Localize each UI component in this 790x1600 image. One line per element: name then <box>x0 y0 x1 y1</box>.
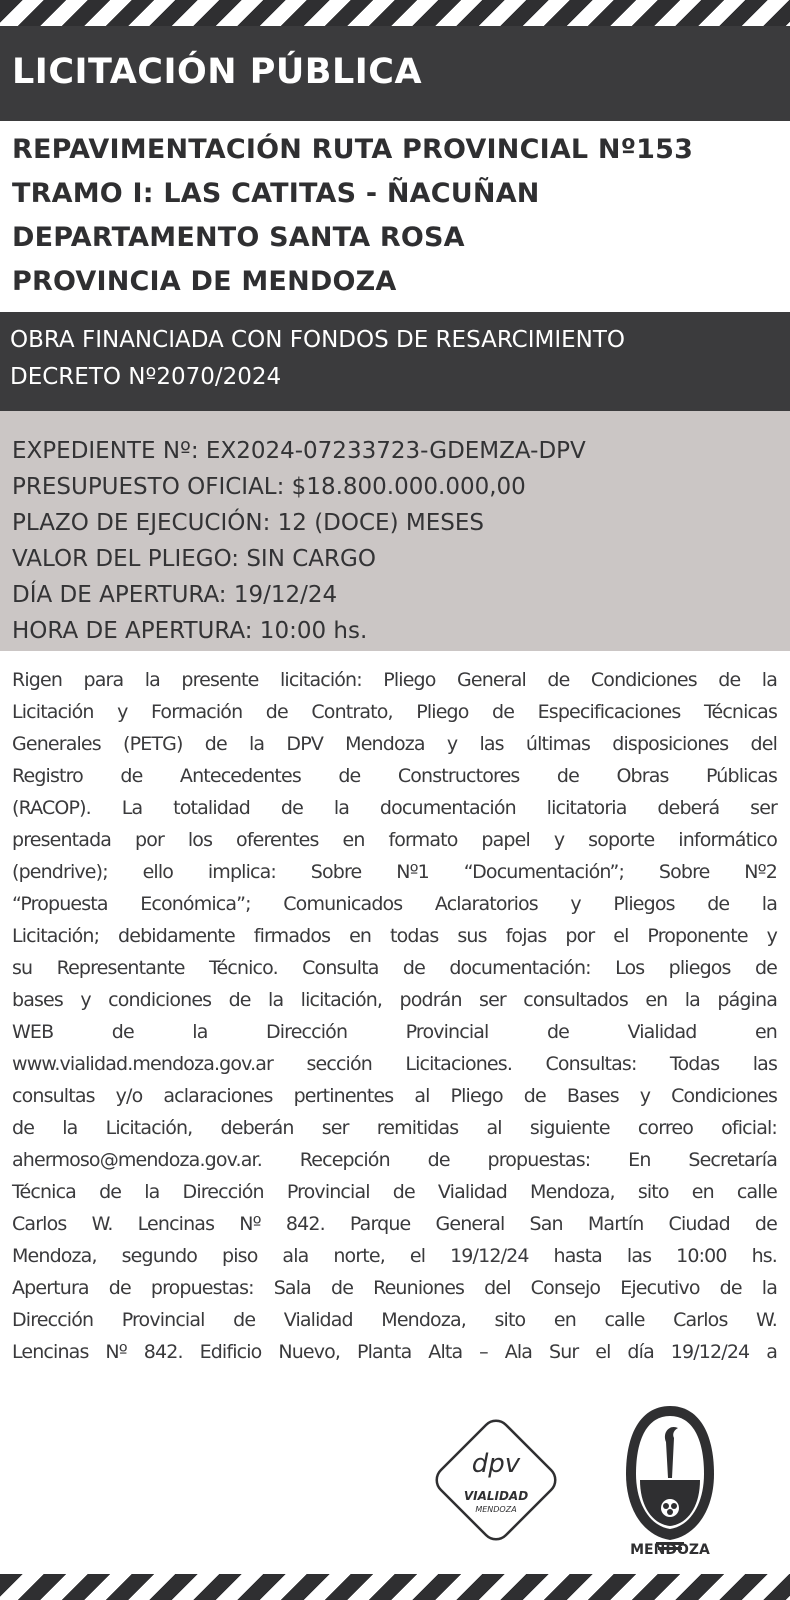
body-line: su Representante Técnico. Consulta de documentación: Los pliegos de <box>12 957 777 979</box>
body-line: Lencinas Nº 842. Edificio Nuevo, Planta Alta – Ala Sur el día 19/12/24 a <box>12 1341 777 1363</box>
top-hazard-stripes <box>0 0 790 26</box>
body-line: presentada por los oferentes en formato papel y soporte informático <box>12 829 777 851</box>
expediente-number: EXPEDIENTE Nº: EX2024-07233723-GDEMZA-DPV <box>12 438 586 464</box>
execution-period: PLAZO DE EJECUCIÓN: 12 (DOCE) MESES <box>12 510 484 536</box>
tender-conditions-text <box>12 664 777 1368</box>
body-line: consultas y/o aclaraciones pertinentes al Pliego de Bases y Condiciones <box>12 1085 777 1107</box>
body-line: Rigen para la presente licitación: Pliego General de Condiciones de la <box>12 669 777 691</box>
body-line: Dirección Provincial de Vialidad Mendoza, sito en calle Carlos W. <box>12 1309 777 1331</box>
funding-banner <box>0 312 790 411</box>
body-line: www.vialidad.mendoza.gov.ar sección Licitaciones. Consultas: Todas las <box>12 1053 777 1075</box>
body-line: (RACOP). La totalidad de la documentación licitatoria deberá ser <box>12 797 777 819</box>
project-line: PROVINCIA DE MENDOZA <box>12 266 397 297</box>
body-line: Técnica de la Dirección Provincial de Vialidad Mendoza, sito en calle <box>12 1181 777 1203</box>
body-line: Registro de Antecedentes de Constructores de Obras Públicas <box>12 765 777 787</box>
funding-decree: DECRETO Nº2070/2024 <box>10 364 282 390</box>
body-line: de la Licitación, deberán ser remitidas al siguiente correo oficial: <box>12 1117 777 1139</box>
body-line: (pendrive); ello implica: Sobre Nº1 “Documentación”; Sobre Nº2 <box>12 861 777 883</box>
body-line: Licitación; debidamente firmados en todas sus fojas por el Proponente y <box>12 925 777 947</box>
opening-date: DÍA DE APERTURA: 19/12/24 <box>12 582 338 608</box>
specs-price: VALOR DEL PLIEGO: SIN CARGO <box>12 546 376 572</box>
official-budget: PRESUPUESTO OFICIAL: $18.800.000.000,00 <box>12 474 526 500</box>
dpv-mark: dpv <box>471 1449 521 1479</box>
body-line: bases y condiciones de la licitación, podrán ser consultados en la página <box>12 989 777 1011</box>
mendoza-coat-of-arms-icon <box>620 1402 720 1552</box>
body-line: Generales (PETG) de la DPV Mendoza y las últimas disposiciones del <box>12 733 777 755</box>
page-title: LICITACIÓN PÚBLICA <box>12 52 423 92</box>
vialidad-mendoza-logo <box>428 1412 564 1548</box>
project-line: REPAVIMENTACIÓN RUTA PROVINCIAL Nº153 <box>12 134 694 165</box>
body-line: Licitación y Formación de Contrato, Pliego de Especificaciones Técnicas <box>12 701 777 723</box>
body-line: WEB de la Dirección Provincial de Vialidad en <box>12 1021 777 1043</box>
body-line: Apertura de propuestas: Sala de Reuniones del Consejo Ejecutivo de la <box>12 1277 777 1299</box>
project-line: DEPARTAMENTO SANTA ROSA <box>12 222 465 253</box>
opening-time: HORA DE APERTURA: 10:00 hs. <box>12 618 368 644</box>
bottom-hazard-stripes <box>0 1574 790 1600</box>
project-line: TRAMO I: LAS CATITAS - ÑACUÑAN <box>12 178 540 209</box>
body-line: “Propuesta Económica”; Comunicados Aclaratorios y Pliegos de la <box>12 893 777 915</box>
mendoza-label: MENDOZA <box>630 1542 710 1558</box>
body-line: Mendoza, segundo piso ala norte, el 19/12/24 hasta las 10:00 hs. <box>12 1245 777 1267</box>
funding-line: OBRA FINANCIADA CON FONDOS DE RESARCIMIENTO <box>10 327 626 353</box>
dpv-name: VIALIDAD <box>463 1489 529 1503</box>
body-line: ahermoso@mendoza.gov.ar. Recepción de propuestas: En Secretaría <box>12 1149 777 1171</box>
title-banner <box>0 26 790 121</box>
project-title-block <box>12 128 782 304</box>
dpv-sub: MENDOZA <box>475 1505 517 1514</box>
tender-details-box <box>0 411 790 651</box>
body-line: Carlos W. Lencinas Nº 842. Parque General San Martín Ciudad de <box>12 1213 777 1235</box>
